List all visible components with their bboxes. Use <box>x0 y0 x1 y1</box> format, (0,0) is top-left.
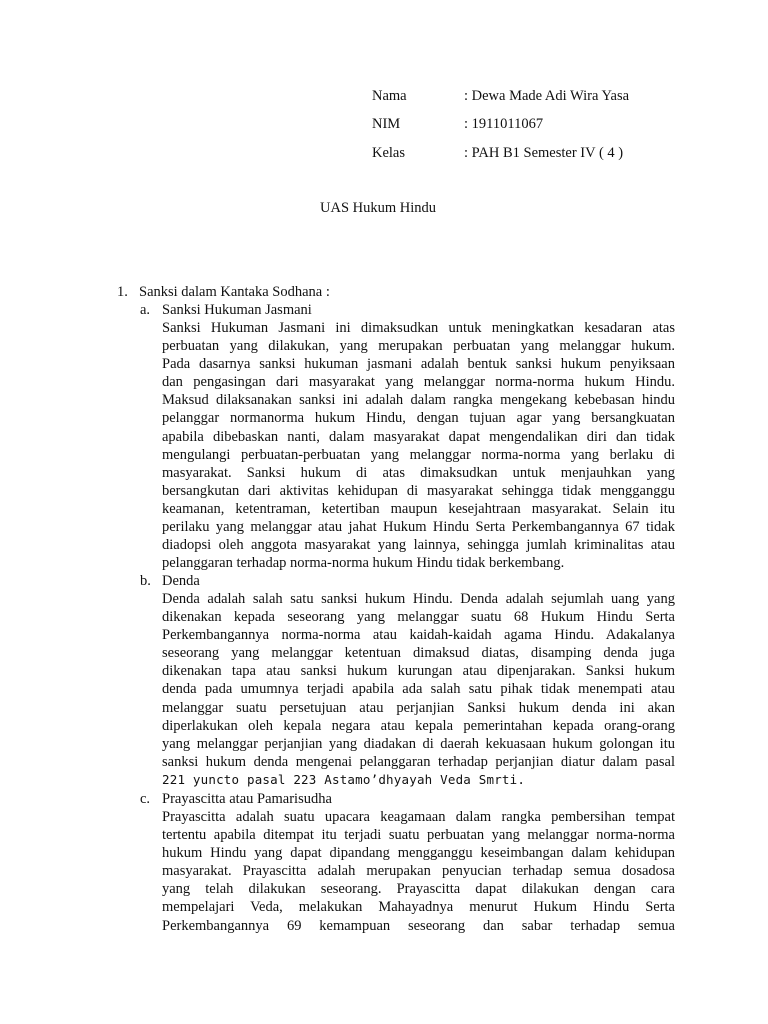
identity-label: Kelas <box>372 145 406 161</box>
section-heading <box>117 283 330 301</box>
paragraph-line: keamanan, ketentraman, ketertiban maupun kesejahtraan masyarakat. Selain itu <box>162 500 675 517</box>
paragraph-line: hukum Hindu yang dapat dipandang mengganggu keseimbangan dalam kehidupan <box>162 845 675 862</box>
paragraph-line: Pada dasarnya sanksi hukuman jasmani adalah bentuk sanksi hukum penyiksaan <box>162 356 675 373</box>
paragraph-line: bersangkutan dari aktivitas kehidupan di masyarakat sehingga tidak mengganggu <box>162 482 675 499</box>
paragraph-line: melanggar suatu persetujuan atau perjanjian Sanksi hukum denda ini akan <box>162 699 675 716</box>
paragraph-line: Perkembangannya norma-norma atau kaidah-kaidah agama Hindu. Adakalanya <box>162 627 675 644</box>
subsection-heading-c <box>140 790 332 808</box>
paragraph-line: perilaku yang melanggar atau jahat Hukum Hindu Serta Perkembangannya 67 tidak <box>162 519 675 536</box>
document-title: UAS Hukum Hindu <box>320 200 437 216</box>
subsection-letter: c. <box>140 791 151 807</box>
paragraph-line: masyarakat. Sanksi hukum di atas dimaksudkan untuk menjauhkan yang <box>162 464 675 481</box>
paragraph-line: tertentu apabila ditempat itu terjadi suatu perbuatan yang melanggar norma-norma <box>162 827 675 844</box>
subsection-letter: b. <box>140 573 151 589</box>
paragraph-line: Maksud dilaksanakan sanksi ini adalah dalam rangka mengekang kebebasan hindu <box>162 392 675 409</box>
paragraph-line: dikenakan kepada seseorang yang melanggar suatu 68 Hukum Hindu Serta <box>162 609 675 626</box>
identity-value: : 1911011067 <box>464 116 544 132</box>
subsection-heading-text: Sanksi Hukuman Jasmani <box>162 302 312 318</box>
paragraph-line: perbuatan yang dilakukan, yang merupakan perbuatan yang melanggar hukum. <box>162 338 675 355</box>
subsection-heading-text: Denda <box>162 573 200 589</box>
paragraph-line: diperlakukan oleh kepala negara atau kepala pemerintahan kepada orang-orang <box>162 717 675 734</box>
paragraph-line: 221 yuncto pasal 223 Astamo’dhyayah Veda Smrti. <box>162 771 526 787</box>
paragraph-sanksi-hukuman-jasmani <box>162 319 675 572</box>
identity-value: : PAH B1 Semester IV ( 4 ) <box>464 145 624 161</box>
identity-row-kelas <box>372 144 623 162</box>
identity-row-nim <box>372 115 543 133</box>
subsection-letter: a. <box>140 302 151 318</box>
paragraph-line: Sanksi Hukuman Jasmani ini dimaksudkan untuk meningkatkan kesadaran atas <box>162 320 675 336</box>
identity-label: Nama <box>372 88 407 104</box>
section-heading-text: Sanksi dalam Kantaka Sodhana : <box>139 284 330 300</box>
paragraph-prayascitta <box>162 808 675 935</box>
identity-value: : Dewa Made Adi Wira Yasa <box>464 88 630 104</box>
paragraph-line: yang melanggar perjanjian yang diadakan di daerah kekuasaan hukum golongan itu <box>162 735 675 752</box>
paragraph-line: mempelajari Veda, melakukan Mahayadnya menurut Hukum Hindu Serta <box>162 899 675 916</box>
paragraph-line: Prayascitta adalah suatu upacara keagamaan dalam rangka pembersihan tempat <box>162 809 675 825</box>
identity-row-nama <box>372 87 629 105</box>
paragraph-line: Denda adalah salah satu sanksi hukum Hindu. Denda adalah sejumlah uang yang <box>162 591 675 607</box>
paragraph-line: mengulangi perbuatan-perbuatan yang melanggar norma-norma yang berlaku di <box>162 446 675 463</box>
subsection-heading-b <box>140 572 200 590</box>
paragraph-line: dan pengasingan dari masyarakat yang melanggar norma-norma hukum Hindu. <box>162 374 675 391</box>
section-number: 1. <box>117 284 128 300</box>
paragraph-line: dikenakan tapa atau sanksi hukum kurungan atau dipenjarakan. Sanksi hukum <box>162 663 675 680</box>
paragraph-line: yang telah dilakukan seseorang. Prayascitta dapat dilakukan dengan cara <box>162 881 675 898</box>
paragraph-line: masyarakat. Prayascitta adalah merupakan penyucian terhadap semua dosadosa <box>162 863 675 880</box>
paragraph-line: pelanggaran terhadap norma-norma hukum Hindu tidak berkembang. <box>162 555 565 572</box>
subsection-heading-a <box>140 301 312 319</box>
paragraph-line: Perkembangannya 69 kemampuan seseorang dan sabar terhadap semua <box>162 917 675 934</box>
identity-label: NIM <box>372 116 401 132</box>
paragraph-line: denda pada umumnya terjadi apabila ada salah satu pihak tidak menempati atau <box>162 681 675 698</box>
paragraph-line: pelanggar normanorma hukum Hindu, dengan tujuan agar yang bersangkuatan <box>162 410 675 427</box>
paragraph-denda <box>162 590 675 789</box>
subsection-heading-text: Prayascitta atau Pamarisudha <box>162 791 332 807</box>
paragraph-line: seseorang yang melanggar ketentuan dimaksud diatas, disamping denda juga <box>162 645 675 662</box>
paragraph-line: diadopsi oleh anggota masyarakat yang lainnya, sehingga jumlah kriminalitas atau <box>162 537 675 554</box>
paragraph-line: apabila dibebaskan nanti, dalam masyarakat dapat mengendalikan diri dan tidak <box>162 428 675 445</box>
paragraph-line: sanksi hukum denda mengenai pelanggaran terhadap perjanjian diatur dalam pasal <box>162 753 675 770</box>
